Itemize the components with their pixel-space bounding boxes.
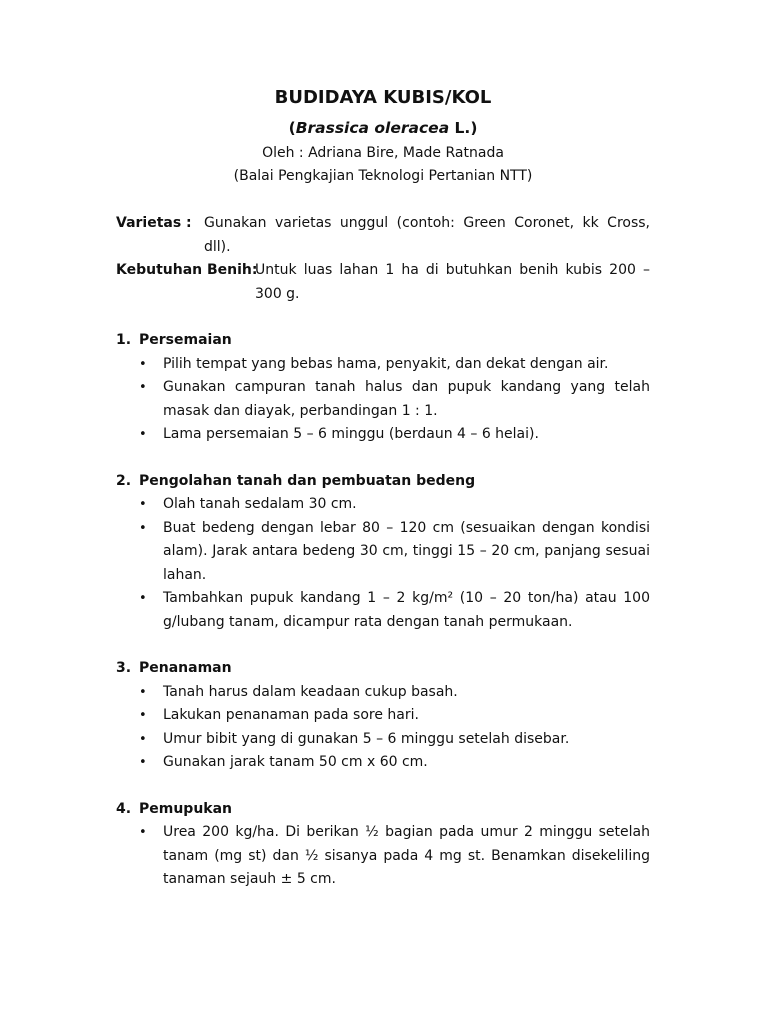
bullet-icon: • [139, 380, 147, 395]
section-title: Pengolahan tanah dan pembuatan bedeng [139, 472, 476, 489]
list-item-text: Buat bedeng dengan lebar 80 – 120 cm (sesuaikan dengan kondisi alam). Jarak antara bedeng 30 cm, tinggi 15 – 20 cm, panjang sesuai lahan. [163, 519, 650, 583]
bullet-list [116, 821, 650, 892]
list-item [139, 376, 650, 423]
section-heading [116, 470, 650, 494]
list-item [139, 353, 650, 377]
document-title: BUDIDAYA KUBIS/KOL [274, 87, 492, 108]
list-item [139, 493, 650, 517]
document-subtitle [116, 118, 650, 138]
subtitle-close: L.) [449, 119, 478, 137]
bullet-list [116, 681, 650, 775]
section-persemaian [116, 329, 650, 447]
bullet-icon: • [139, 356, 147, 372]
document-page [116, 86, 650, 892]
bullet-icon: • [139, 684, 147, 700]
spacer [116, 188, 650, 212]
list-item-text: Tanah harus dalam keadaan cukup basah. [163, 683, 458, 700]
institution-line: (Balai Pengkajian Teknologi Pertanian NTT) [233, 168, 533, 184]
list-item-text: Olah tanah sedalam 30 cm. [163, 496, 357, 512]
list-item [139, 821, 650, 892]
latin-name: Brassica oleracea [295, 119, 450, 137]
bullet-icon: • [139, 825, 147, 840]
section-title: Penanaman [139, 660, 232, 676]
section-heading [116, 657, 650, 681]
list-item-text: Gunakan campuran tanah halus dan pupuk kandang yang telah masak dan diayak, perbandingan 1 : 1. [163, 379, 650, 419]
list-item [139, 517, 650, 588]
list-item-text: Lakukan penanaman pada sore hari. [163, 707, 419, 723]
section-penanaman [116, 657, 650, 775]
bullet-icon: • [139, 497, 147, 512]
list-item [139, 751, 650, 775]
list-item-text: Pilih tempat yang bebas hama, penyakit, dan dekat dengan air. [163, 355, 609, 372]
bullet-icon: • [139, 427, 147, 442]
bullet-icon: • [139, 755, 147, 770]
list-item [139, 728, 650, 752]
bullet-icon: • [139, 708, 147, 723]
list-item-text: Lama persemaian 5 – 6 minggu (berdaun 4 – 6 helai). [163, 426, 539, 442]
section-number: 3. [116, 660, 132, 676]
section-heading [116, 329, 650, 353]
bullet-icon: • [139, 520, 147, 536]
section-number: 1. [116, 332, 132, 348]
subtitle-open-paren: ( [288, 119, 296, 137]
field-value-kebutuhan-benih: Untuk luas lahan 1 ha di butuhkan benih kubis 200 – 300 g. [255, 262, 650, 302]
list-item [139, 587, 650, 634]
field-kebutuhan-benih [116, 259, 650, 306]
field-label-kebutuhan-benih: Kebutuhan Benih: [116, 262, 258, 278]
bullet-icon: • [139, 731, 147, 747]
section-title: Persemaian [139, 332, 232, 348]
section-pengolahan-tanah [116, 470, 650, 635]
bullet-list [116, 353, 650, 447]
field-label-varietas: Varietas : [116, 215, 192, 231]
authors-line: Oleh : Adriana Bire, Made Ratnada [262, 145, 504, 161]
list-item [139, 704, 650, 728]
field-value-varietas: Gunakan varietas unggul (contoh: Green Coronet, kk Cross, dll). [204, 215, 650, 255]
list-item-text: Gunakan jarak tanam 50 cm x 60 cm. [163, 754, 428, 770]
section-pemupukan [116, 798, 650, 892]
section-title: Pemupukan [139, 800, 233, 817]
list-item [139, 423, 650, 447]
field-varietas [116, 212, 650, 259]
list-item-text: Urea 200 kg/ha. Di berikan ½ bagian pada umur 2 minggu setelah tanam (mg st) dan ½ sisanya pada 4 mg st. Benamkan disekeliling tanaman sejauh ± 5 cm. [163, 824, 650, 887]
section-number: 2. [116, 472, 132, 489]
bullet-list [116, 493, 650, 634]
list-item [139, 681, 650, 705]
section-number: 4. [116, 800, 132, 817]
bullet-icon: • [139, 591, 147, 606]
list-item-text: Tambahkan pupuk kandang 1 – 2 kg/m² (10 – 20 ton/ha) atau 100 g/lubang tanam, dicampur rata dengan tanah permukaan. [163, 590, 650, 630]
section-heading [116, 798, 650, 822]
list-item-text: Umur bibit yang di gunakan 5 – 6 minggu setelah disebar. [163, 730, 570, 747]
